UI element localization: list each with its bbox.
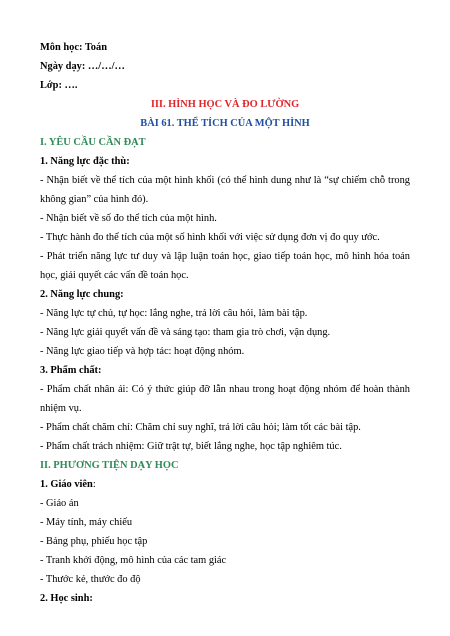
subheading-general-competence: 2. Năng lực chung: <box>40 289 124 300</box>
chapter-title: III. HÌNH HỌC VÀ ĐO LƯỜNG <box>150 99 300 110</box>
section-heading-teaching-aids: II. PHƯƠNG TIỆN DẠY HỌC <box>40 460 179 471</box>
subheading-teacher-colon: : <box>92 479 96 490</box>
list-item: - Thước kẻ, thước đo độ <box>40 574 141 585</box>
list-item: - Phát triển năng lực tư duy và lập luận toán học, giao tiếp toán học, mô hình hóa toán học, giải quyết các vấn đề toán học. <box>40 251 410 281</box>
subheading-specific-competence: 1. Năng lực đặc thù: <box>40 156 130 167</box>
subheading-teacher-label: 1. Giáo viên <box>40 479 93 490</box>
list-item: - Năng lực tự chủ, tự học: lắng nghe, trả lời câu hỏi, làm bài tập. <box>40 308 308 319</box>
list-item: - Thực hành đo thể tích của một số hình khối với việc sử dụng đơn vị đo quy ước. <box>40 232 380 243</box>
list-item: - Phẩm chất chăm chỉ: Chăm chỉ suy nghĩ, trả lời câu hỏi; làm tốt các bài tập. <box>40 422 361 433</box>
list-item: - Giáo án <box>40 498 79 509</box>
list-item: - Năng lực giao tiếp và hợp tác: hoạt động nhóm. <box>40 346 245 357</box>
list-item: - Phẩm chất trách nhiệm: Giữ trật tự, biết lắng nghe, học tập nghiêm túc. <box>40 441 342 452</box>
list-item: - Máy tính, máy chiếu <box>40 517 133 528</box>
date-line: Ngày dạy: …/…/… <box>40 61 125 72</box>
subheading-qualities: 3. Phẩm chất: <box>40 365 102 376</box>
subject-line: Môn học: Toán <box>40 42 107 53</box>
section-heading-requirements: I. YÊU CẦU CẦN ĐẠT <box>40 137 146 148</box>
list-item: - Tranh khởi động, mô hình của các tam giác <box>40 555 227 566</box>
class-line: Lớp: …. <box>40 80 78 91</box>
lesson-title: BÀI 61. THỂ TÍCH CỦA MỘT HÌNH <box>140 118 310 129</box>
list-item: - Nhận biết về số đo thể tích của một hình. <box>40 213 217 224</box>
list-item: - Năng lực giải quyết vấn đề và sáng tạo: tham gia trò chơi, vận dụng. <box>40 327 331 338</box>
subheading-student: 2. Học sinh: <box>40 593 93 604</box>
list-item: - Bảng phụ, phiếu học tập <box>40 536 148 547</box>
list-item: - Phẩm chất nhân ái: Có ý thức giúp đỡ lẫn nhau trong hoạt động nhóm để hoàn thành nhiệm vụ. <box>40 384 410 414</box>
list-item: - Nhận biết về thể tích của một hình khối (có thể hình dung như là “sự chiếm chỗ trong không gian” của hình đó). <box>40 175 410 205</box>
subheading-teacher <box>40 475 410 494</box>
